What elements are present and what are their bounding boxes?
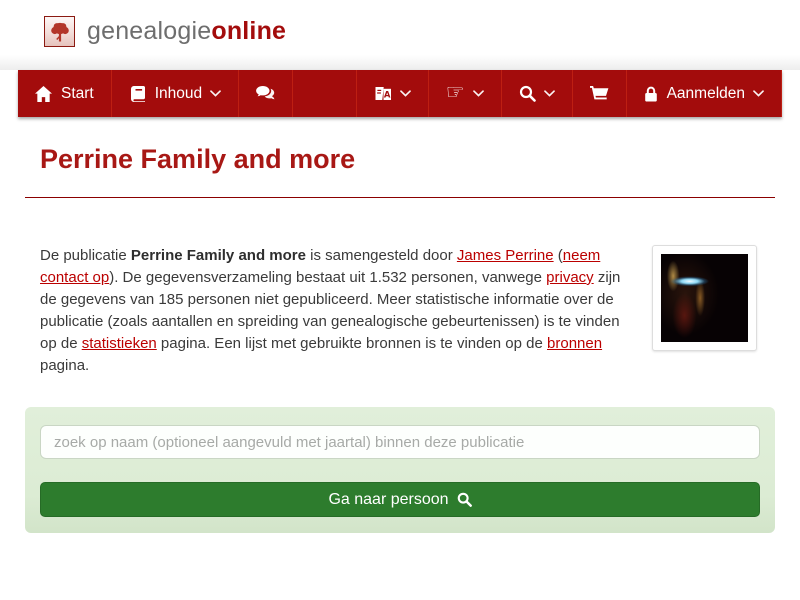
nav-item-translate[interactable] (357, 70, 429, 117)
privacy-link[interactable]: privacy (546, 269, 594, 286)
book-icon (129, 86, 146, 102)
chevron-down-icon (544, 90, 555, 97)
intro-paragraph (40, 245, 628, 377)
site-header (0, 0, 800, 55)
chevron-down-icon (210, 90, 221, 97)
sources-link[interactable]: bronnen (547, 335, 603, 352)
tree-icon (48, 20, 72, 44)
person-search-input[interactable] (40, 425, 760, 459)
search-icon (457, 492, 472, 507)
nav-item-search[interactable] (502, 70, 573, 117)
intro-text: ( (553, 247, 563, 264)
intro-text: is samengesteld door (305, 247, 457, 264)
nav-item-start[interactable] (18, 70, 112, 117)
nav-item-label: Aanmelden (666, 84, 745, 102)
wordmark-accent: online (211, 17, 287, 45)
go-to-person-button[interactable] (40, 482, 760, 517)
publication-photo-link[interactable] (652, 245, 757, 351)
nav-item-favorites[interactable] (429, 70, 502, 117)
nav-item-inhoud[interactable] (112, 70, 239, 117)
contact-link[interactable]: neem contact op (40, 247, 601, 286)
nav-item-aanmelden[interactable] (627, 70, 782, 117)
home-icon (35, 86, 52, 102)
statistics-link[interactable]: statistieken (81, 335, 157, 352)
translate-icon (374, 86, 392, 102)
comments-icon (256, 86, 275, 101)
intro-text: ). De gegevensverzameling bestaat uit 1.532 personen, vanwege (109, 269, 547, 286)
header-shadow (0, 55, 800, 70)
publication-name: Perrine Family and more (130, 247, 306, 264)
intro-text: zijn de gegevens van 185 personen niet gepubliceerd. Meer statistische informatie over de publicatie (zoals aantallen en spreiding van genealogische gebeurtenissen) is te vinden op de (40, 269, 621, 352)
intro-text: De publicatie (40, 247, 131, 264)
chevron-down-icon (473, 90, 484, 97)
lock-icon (644, 86, 658, 102)
nav-item-label: Start (61, 84, 94, 102)
person-search-panel (25, 407, 775, 533)
nav-item-cart[interactable] (573, 70, 627, 117)
main-nav (18, 70, 782, 117)
intro-text: pagina. (40, 357, 90, 374)
nav-item-comments[interactable] (239, 70, 293, 117)
site-wordmark[interactable] (87, 17, 286, 46)
chevron-down-icon (400, 90, 411, 97)
nav-item-label: Inhoud (154, 84, 203, 102)
page-title: Perrine Family and more (40, 144, 356, 174)
cart-icon (590, 86, 609, 102)
intro-text: pagina. Een lijst met gebruikte bronnen is te vinden op de (156, 335, 548, 352)
publication-photo (661, 254, 748, 342)
svg-text:A: A (383, 89, 391, 100)
main-content (25, 144, 775, 377)
chevron-down-icon (753, 90, 764, 97)
title-rule (25, 197, 775, 198)
intro-row (25, 245, 775, 377)
hand-pointer-icon: ☞ (445, 80, 465, 104)
site-logo[interactable] (44, 16, 75, 47)
nav-spacer (293, 70, 357, 117)
author-link[interactable]: James Perrine (456, 247, 554, 264)
wordmark-primary: genealogie (87, 17, 212, 45)
search-icon (519, 85, 536, 102)
go-to-person-label: Ga naar persoon (328, 490, 449, 508)
